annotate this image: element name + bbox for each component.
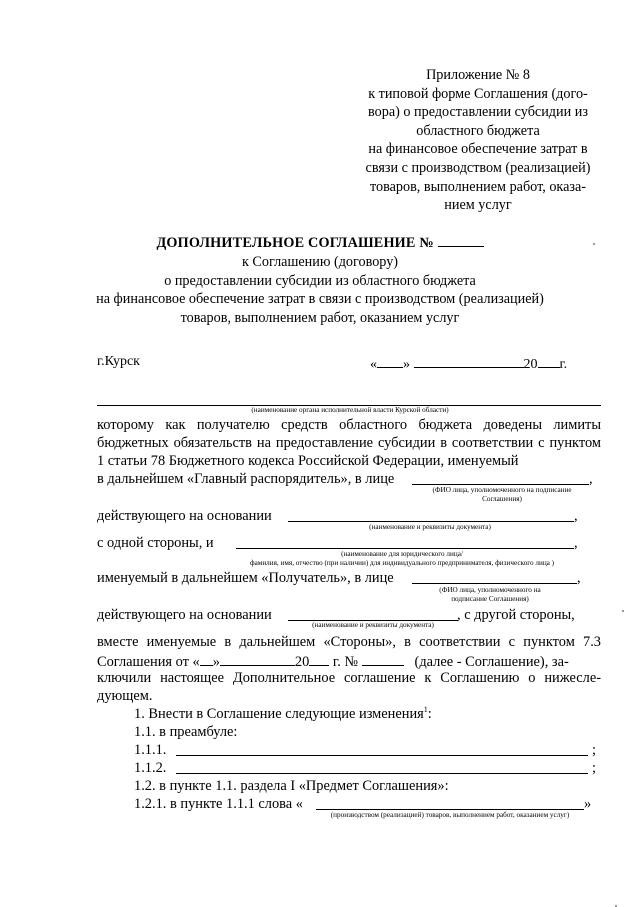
item-1-1-1: 1.1.1. (134, 742, 167, 758)
caption-doc-requisites: (наименование и реквизиты документа) (369, 523, 491, 531)
signer-blank (412, 484, 589, 485)
recipient-name-blank (236, 548, 574, 549)
appendix-line: нием услуг (444, 197, 512, 214)
paragraph-2-line-1: вместе именуемые в дальнейшем «Стороны», в соответствии с пунктом 7.3 (97, 634, 601, 650)
appendix-line: связи с производством (реализацией) (365, 159, 591, 176)
caption-doc-requisites-2: (наименование и реквизиты документа) (312, 621, 434, 629)
appendix-line: товаров, выполнением работ, оказа- (369, 178, 587, 195)
paragraph-1: которому как получателю средств областного бюджета доведены лимиты бюджетных обязательств на предоставление субсидии в соответствии с пунктом 1 статьи 78 Бюджетного кодекса Российской Федерации, именуемый (97, 417, 601, 470)
appendix-line: на финансовое обеспечение затрат в (368, 141, 588, 158)
basis-blank (288, 521, 574, 522)
subtitle-line: на финансовое обеспечение затрат в связи с производством (реализацией) (96, 291, 544, 308)
acting-basis-label-2: действующего на основании (97, 607, 272, 623)
title-block (80, 233, 560, 328)
caption-fio-recipient: (ФИО лица, уполномоченного на подписание Соглашения) (439, 586, 541, 603)
other-side-label: , с другой стороны, (457, 607, 575, 623)
paragraph-2-line-3: ключили настоящее Дополнительное соглашение к Соглашению о нижесле- (97, 670, 601, 686)
one-side-label: с одной стороны, и (97, 535, 214, 551)
item-1: 1. Внести в Соглашение следующие изменения$^1$: (134, 705, 432, 722)
appendix-line: к типовой форме Соглашения (дого- (368, 85, 588, 102)
date-line: « » 20 г. (370, 354, 567, 373)
item-1-1-2: 1.1.2. (134, 760, 167, 776)
paragraph-2-line-2: Соглашения от « » 20 г. № (далее - Соглашение), за- (97, 654, 569, 670)
paragraph-2-line-4: дующем. (97, 688, 153, 704)
paragraph-1-last: в дальнейшем «Главный распорядитель», в лице (97, 471, 395, 487)
subtitle-line: товаров, выполнением работ, оказанием услуг (180, 310, 460, 327)
city: г.Курск (97, 354, 140, 369)
appendix-block (352, 66, 604, 215)
scan-speck (622, 610, 624, 612)
appendix-line: областного бюджета (416, 122, 540, 139)
document-title: ДОПОЛНИТЕЛЬНОЕ СОГЛАШЕНИЕ № (80, 233, 560, 253)
scan-speck (593, 243, 595, 245)
item-1-1-2-blank (176, 773, 588, 774)
agreement-number-blank (438, 233, 484, 247)
caption-fio-signer: (ФИО лица, уполномоченного на подписание Соглашения) (432, 486, 572, 503)
document-page: Приложение № 8 к типовой форме Соглашения (дого- вора) о предоставлении субсидии из областного бюджета на финансовое обеспечение затрат в связи с производством (реализацией) товаров, выполнением работ, оказа- нием услуг ДОПОЛНИТЕЛЬНОЕ СОГЛАШЕНИЕ № к Соглашению (договору) о предоставлении субсидии из областного бюджета на финансовое обеспечение затрат в связи с производством (реализацией) товаров, выполнением работ, оказанием услуг г.Курск « » 20 г. (наименование органа исполнительной власти Курской области) которому как получателю средств областного бюджета доведены лимиты бюджетных обязательств на предоставление субсидии в соответствии с пунктом 1 статьи 78 Бюджетного кодекса Российской Федерации, именуемый в дальнейшем «Главный распорядитель», в лице , (ФИО лица, уполномоченного на подписание Соглашения) действующего на основании , (наименование и реквизиты документа) с одной стороны, и , (наименование для юридического лица/ фамилия, имя, отчество (при наличии) для индивидуального предпринимателя, физического лица ) именуемый в дальнейшем «Получатель», в лице , (ФИО лица, уполномоченного на подписание Соглашения) действующего на основании , с другой стороны, (наименование и реквизиты документа) вместе именуемые в дальнейшем «Стороны», в соответствии с пунктом 7.3 Соглашения от « » 20 г. № (далее - Соглашение), за- ключили настоящее Дополнительное соглашение к Соглашению о нижесле- дующем. 1. Внести в Соглашение следующие изменения$^1$: 1.1. в преамбуле: 1.1.1. ; 1.1.2. ; 1.2. в пункте 1.1. раздела I «Предмет Соглашения»: 1.2.1. в пункте 1.1.1 слова « » (производством (реализацией) товаров, выполнением работ, оказанием услуг) (0, 0, 640, 905)
recipient-signer-blank (412, 583, 577, 584)
caption-legal-name: (наименование для юридического лица/ фамилия, имя, отчество (при наличии) для индивидуального предпринимателя, физического лица ) (249, 550, 555, 567)
item-1-1: 1.1. в преамбуле: (134, 724, 238, 740)
item-1-2-1-blank (316, 809, 584, 810)
appendix-line: Приложение № 8 (426, 67, 530, 83)
caption-authority: (наименование органа исполнительной власти Курской области) (251, 406, 449, 414)
item-1-1-1-blank (176, 755, 588, 756)
acting-basis-label: действующего на основании (97, 508, 272, 524)
item-1-2: 1.2. в пункте 1.1. раздела I «Предмет Соглашения»: (134, 778, 449, 794)
appendix-line: вора) о предоставлении субсидии из (368, 104, 588, 121)
subtitle-line: о предоставлении субсидии из областного бюджета (164, 272, 476, 289)
item-1-2-1: 1.2.1. в пункте 1.1.1 слова « (134, 796, 303, 812)
subtitle-line: к Соглашению (договору) (241, 253, 399, 270)
caption-goods: (производством (реализацией) товаров, выполнением работ, оказанием услуг) (330, 811, 570, 819)
recipient-label: именуемый в дальнейшем «Получатель», в лице (97, 570, 394, 586)
